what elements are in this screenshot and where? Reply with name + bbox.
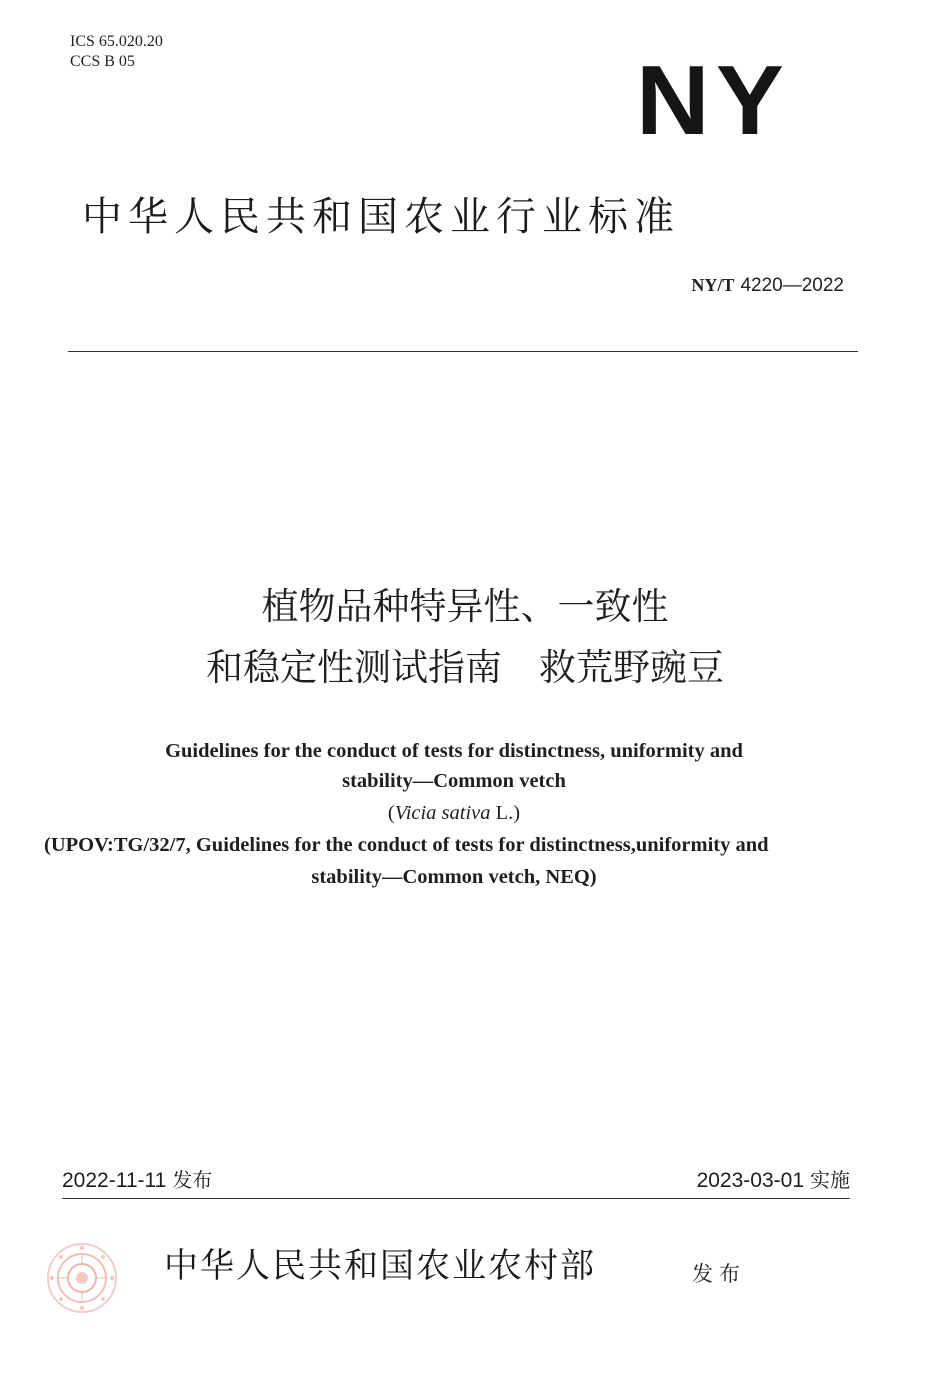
ny-logo: NY (636, 45, 791, 155)
issue-date-label: 发布 (172, 1168, 213, 1192)
chinese-title-line-1: 植物品种特异性、一致性 (261, 585, 669, 628)
ccs-code: CCS B 05 (70, 53, 135, 70)
ics-code: ICS 65.020.20 (70, 33, 163, 50)
chinese-title-line-2: 和稳定性测试指南 救荒野豌豆 (206, 646, 724, 689)
species-open-paren: ( (387, 802, 395, 824)
species-name: Vicia sativa (394, 802, 491, 824)
english-title-line-3 (0, 800, 908, 826)
header-divider (68, 351, 858, 352)
issuing-authority-suffix: 发布 (692, 1262, 746, 1286)
standard-category-title: 中华人民共和国农业行业标准 (82, 194, 680, 240)
issuing-authority: 中华人民共和国农业农村部 (164, 1246, 596, 1286)
standard-number-code: 4220—2022 (740, 275, 844, 296)
english-title-line-4: (UPOV:TG/32/7, Guidelines for the conduct of tests for distinctness,uniformity and (44, 834, 769, 856)
issue-date-value: 2022-11-11 (62, 1169, 167, 1192)
implementation-date-value: 2023-03-01 (696, 1169, 804, 1192)
footer-divider (62, 1198, 850, 1199)
english-title-line-5: stability—Common vetch, NEQ) (311, 866, 597, 888)
english-title-line-1: Guidelines for the conduct of tests for distinctness, uniformity and (165, 740, 743, 762)
standard-number (691, 273, 844, 298)
english-title-line-2: stability—Common vetch (342, 770, 566, 792)
species-authority: L.) (490, 802, 521, 824)
national-emblem-seal-icon (42, 1238, 122, 1318)
standard-number-prefix: NY/T (691, 275, 735, 295)
issue-date (62, 1166, 212, 1195)
implementation-date-label: 实施 (810, 1168, 850, 1192)
implementation-date (697, 1166, 850, 1195)
